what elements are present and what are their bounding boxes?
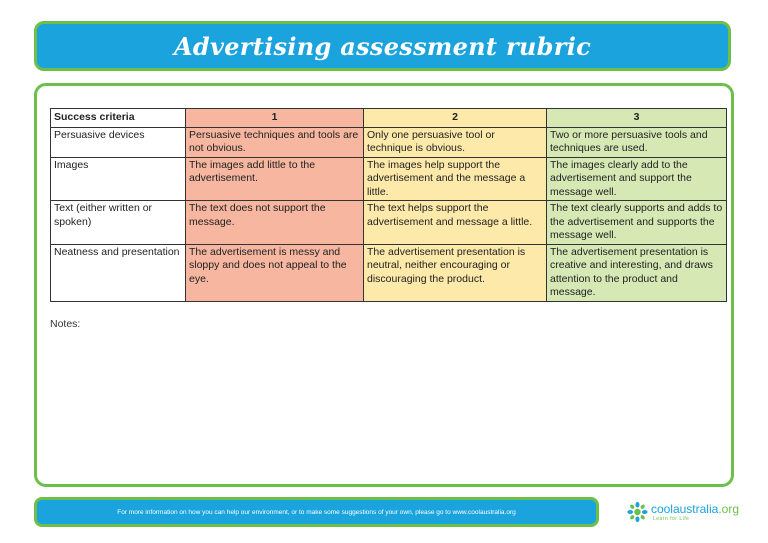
table-row xyxy=(51,201,727,245)
level-1-cell: The text does not support the message. xyxy=(186,201,364,245)
title-banner xyxy=(34,21,731,71)
level-3-cell: The text clearly supports and adds to the advertisement and supports the message well. xyxy=(547,201,727,245)
footer-text: For more information on how you can help our environment, or to make some suggestions of your own, please go to www.coolaustralia.org xyxy=(117,508,516,516)
sun-flower-logo-icon xyxy=(627,499,648,525)
criteria-cell: Images xyxy=(51,157,186,201)
level-3-cell: Two or more persuasive tools and techniques are used. xyxy=(547,127,727,157)
level-3-cell: The images clearly add to the advertisement and support the message well. xyxy=(547,157,727,201)
criteria-cell: Persuasive devices xyxy=(51,127,186,157)
logo-name: coolaustralia xyxy=(650,501,719,516)
criteria-cell: Neatness and presentation xyxy=(51,244,186,301)
page-title: Advertising assessment rubric xyxy=(173,31,592,61)
table-header-row xyxy=(51,109,727,128)
header-success-criteria: Success criteria xyxy=(51,109,186,128)
notes-label: Notes: xyxy=(50,318,81,330)
level-1-cell: The images add little to the advertisement. xyxy=(186,157,364,201)
table-row xyxy=(51,244,727,301)
header-level-2: 2 xyxy=(364,109,547,128)
criteria-cell: Text (either written or spoken) xyxy=(51,201,186,245)
logo-tagline: Learn for Life xyxy=(652,515,690,522)
table-row xyxy=(51,127,727,157)
level-3-cell: The advertisement presentation is creative and interesting, and draws attention to the product and message. xyxy=(547,244,727,301)
header-level-3: 3 xyxy=(547,109,727,128)
level-2-cell: The images help support the advertisement and the message a little. xyxy=(364,157,547,201)
rubric-panel xyxy=(34,83,734,487)
rubric-table xyxy=(50,108,727,302)
level-1-cell: Persuasive techniques and tools are not obvious. xyxy=(186,127,364,157)
level-2-cell: The advertisement presentation is neutral, neither encouraging or discouraging the product. xyxy=(364,244,547,301)
table-row xyxy=(51,157,727,201)
level-1-cell: The advertisement is messy and sloppy and does not appeal to the eye. xyxy=(186,244,364,301)
logo-suffix: .org xyxy=(718,501,739,516)
level-2-cell: The text helps support the advertisement and message a little. xyxy=(364,201,547,245)
header-level-1: 1 xyxy=(186,109,364,128)
footer-banner xyxy=(34,497,599,527)
level-2-cell: Only one persuasive tool or technique is obvious. xyxy=(364,127,547,157)
coolaustralia-logo xyxy=(627,497,739,527)
